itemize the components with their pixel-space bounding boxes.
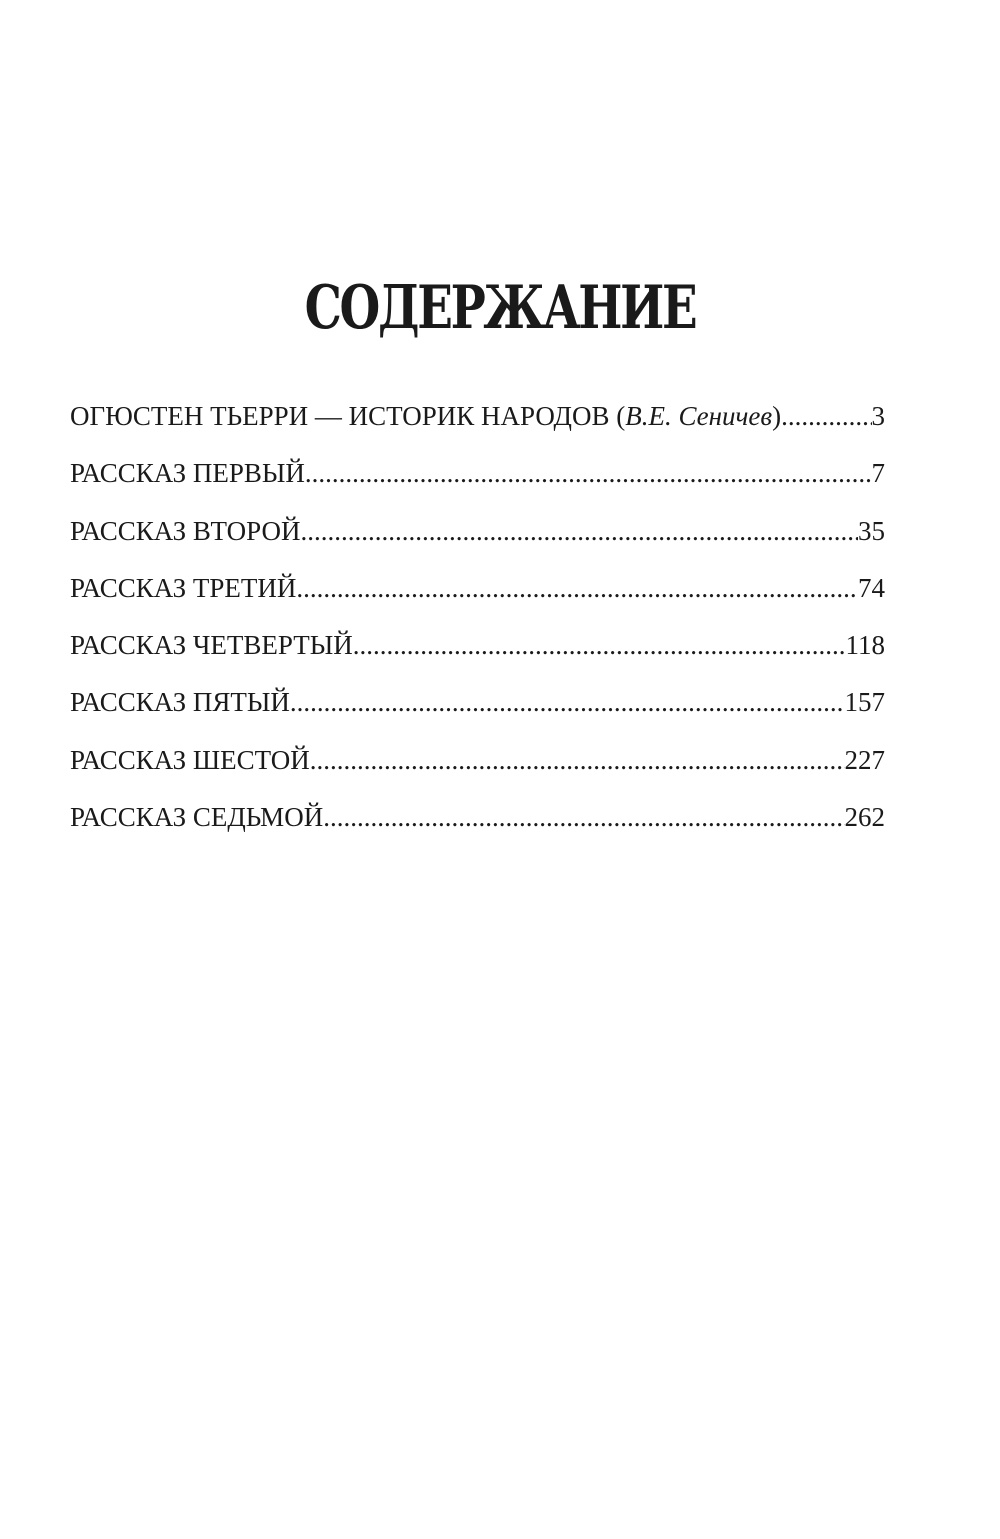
toc-entry-label (70, 388, 781, 445)
toc-page-number: 35 (858, 515, 885, 546)
toc-entry-introduction[interactable] (70, 388, 885, 445)
toc-entry-title: РАССКАЗ ТРЕТИЙ (70, 572, 297, 603)
page-title: СОДЕРЖАНИЕ (304, 273, 696, 343)
toc-entry-title: РАССКАЗ ПЯТЫЙ (70, 687, 290, 718)
toc-entry-title: РАССКАЗ ПЕРВЫЙ (70, 458, 305, 489)
dot-leader (296, 560, 858, 617)
toc-entry-story-7[interactable] (70, 789, 885, 846)
toc-entry-title: РАССКАЗ ЧЕТВЕРТЫЙ (70, 630, 353, 661)
toc-entry-title: РАССКАЗ СЕДЬМОЙ (70, 802, 324, 833)
toc-entry-title: РАССКАЗ ШЕСТОЙ (70, 744, 310, 775)
toc-page-number: 7 (871, 458, 885, 489)
dot-leader (781, 388, 871, 445)
toc-entry-story-5[interactable] (70, 674, 885, 731)
dot-leader (300, 503, 858, 560)
dot-leader (305, 445, 872, 502)
toc-entry-title: РАССКАЗ ВТОРОЙ (70, 515, 301, 546)
toc-page-number: 227 (844, 744, 885, 775)
toc-page-number: 118 (845, 630, 885, 661)
toc-entry-story-6[interactable] (70, 732, 885, 789)
toc-page-number: 3 (871, 401, 885, 431)
toc-entry-title-end: ) (772, 401, 782, 431)
table-of-contents (70, 388, 885, 846)
toc-entry-author: В.Е. Сеничев (625, 401, 773, 431)
dot-leader (323, 789, 844, 846)
dot-leader (353, 617, 846, 674)
toc-entry-story-4[interactable] (70, 617, 885, 674)
toc-entry-story-2[interactable] (70, 503, 885, 560)
toc-page-number: 74 (858, 572, 885, 603)
toc-entry-story-3[interactable] (70, 560, 885, 617)
toc-entry-story-1[interactable] (70, 445, 885, 502)
toc-page-number: 157 (844, 687, 885, 718)
dot-leader (310, 732, 845, 789)
dot-leader (290, 674, 845, 731)
toc-page-number: 262 (844, 802, 885, 833)
toc-entry-title: ОГЮСТЕН ТЬЕРРИ — ИСТОРИК НАРОДОВ ( (70, 401, 626, 431)
